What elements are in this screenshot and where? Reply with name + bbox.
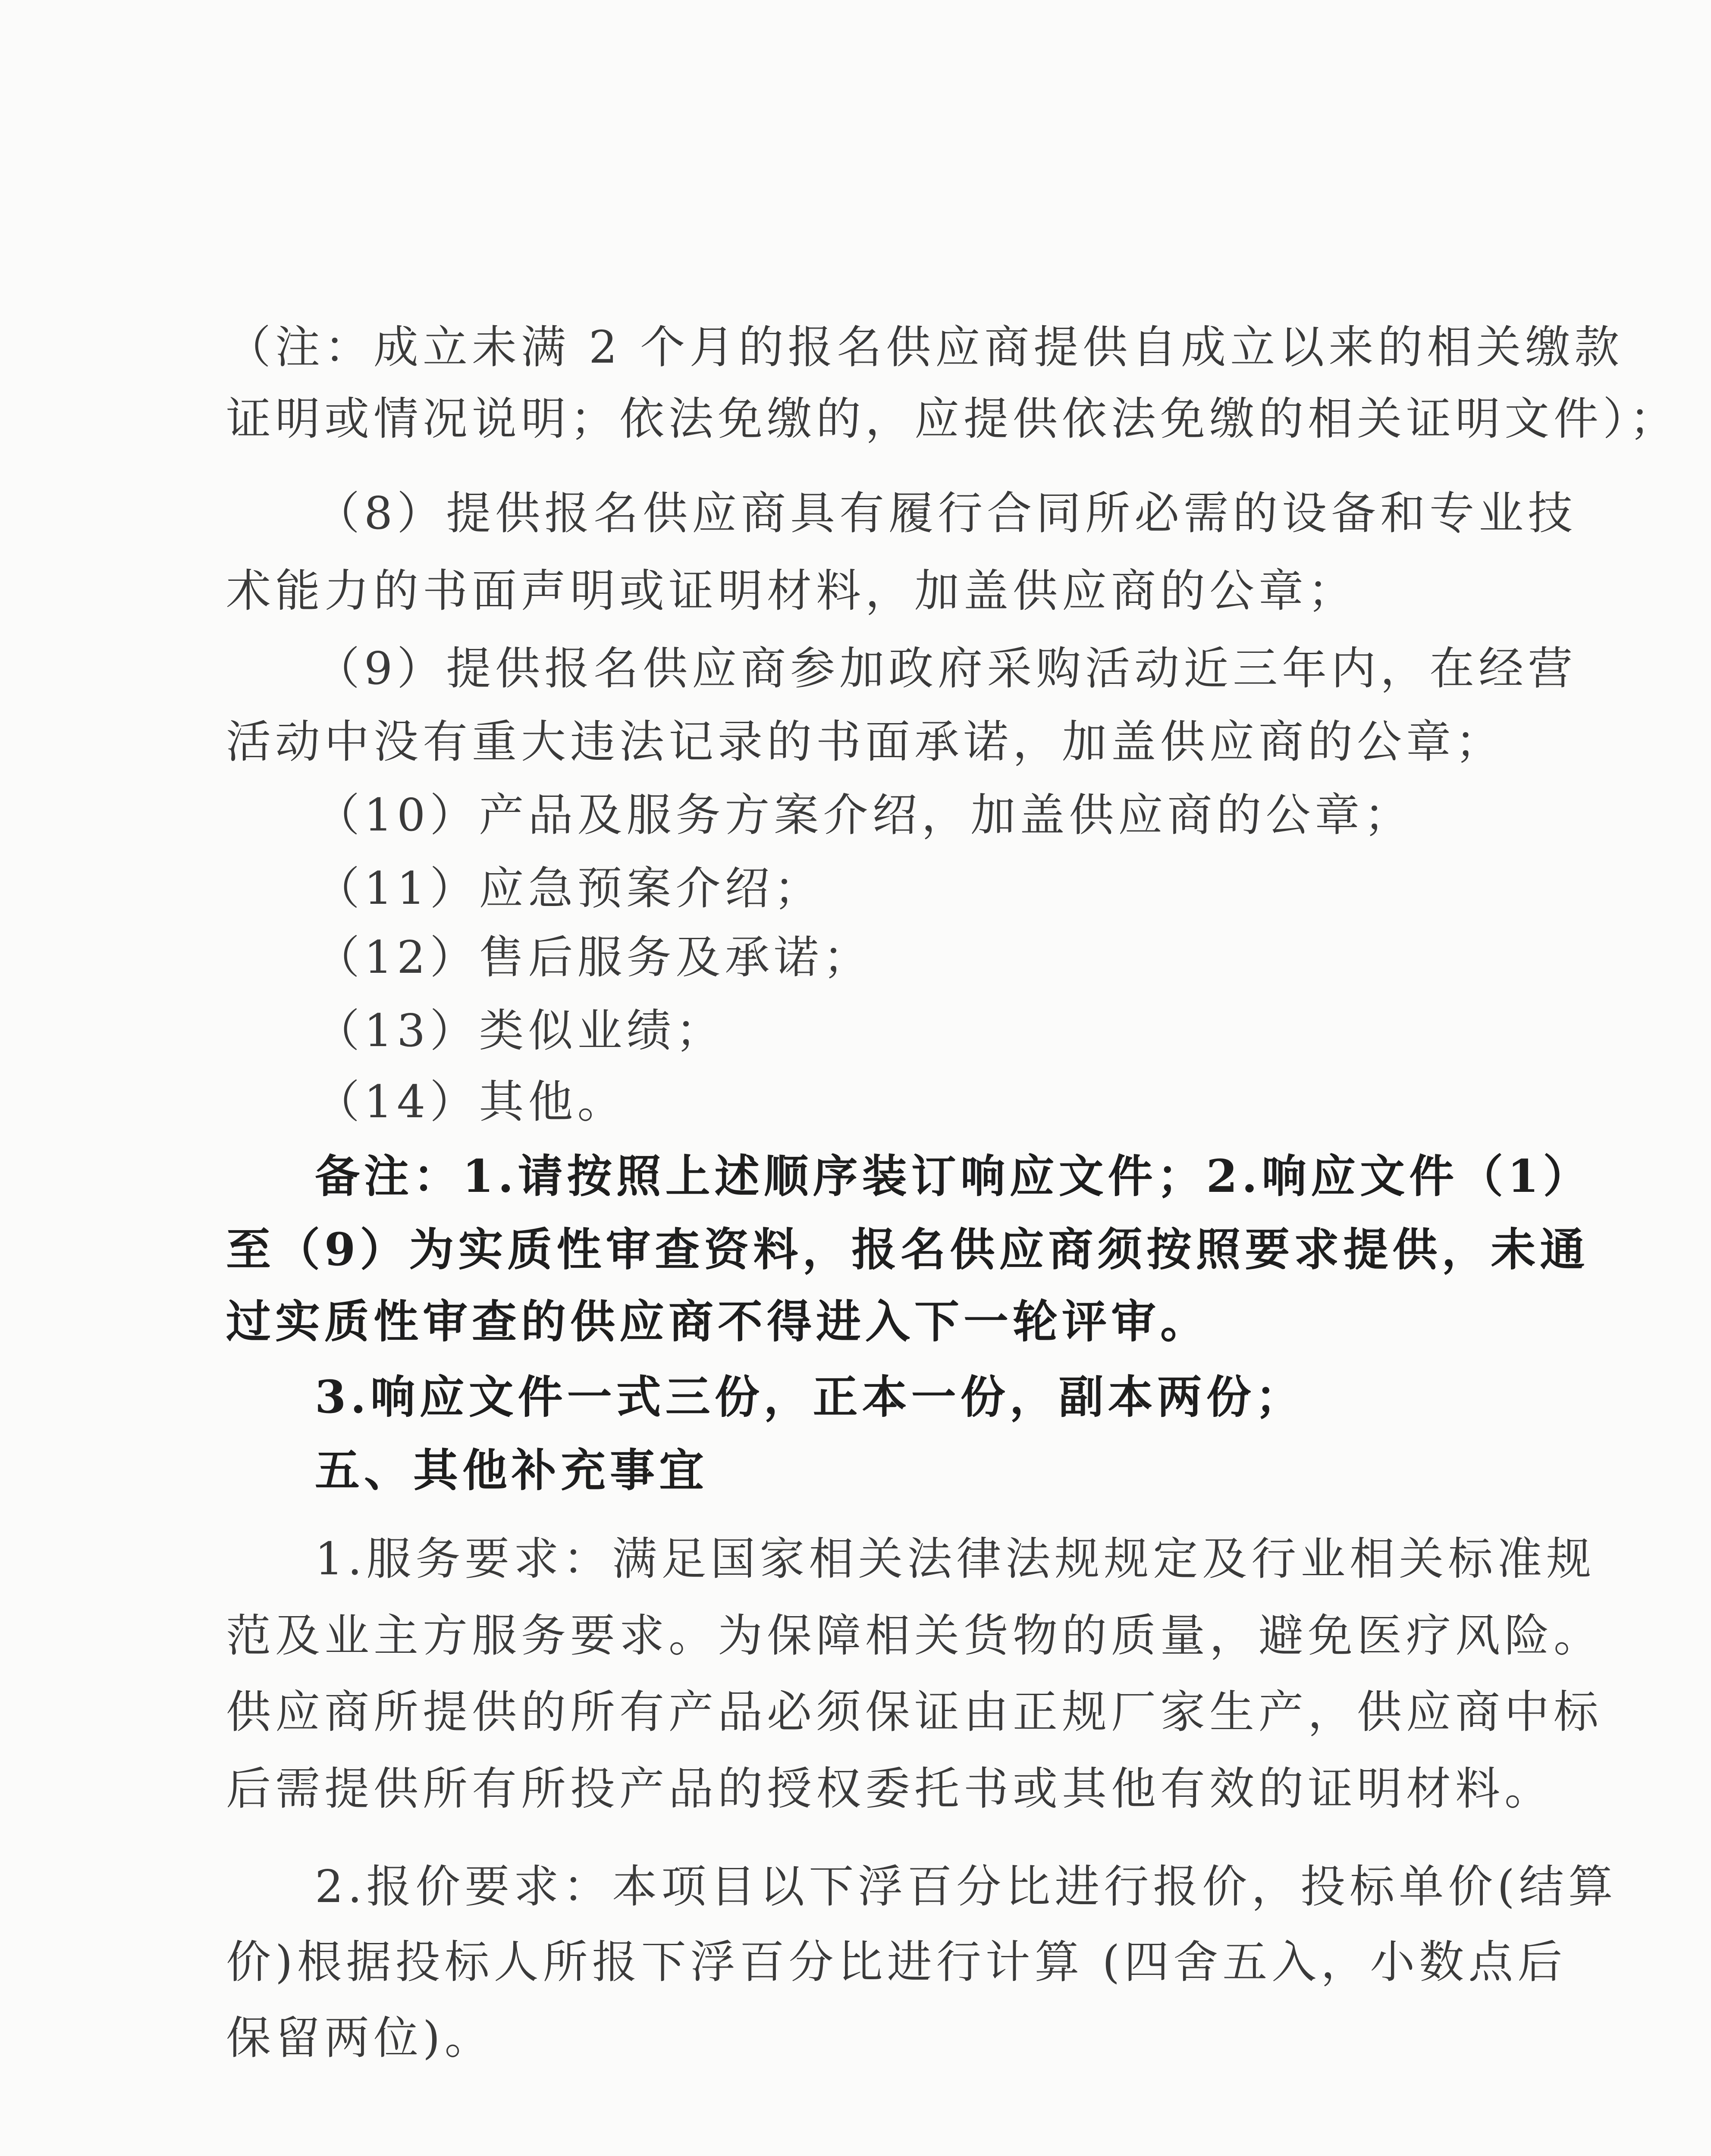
section-heading: 五、其他补充事宜 bbox=[315, 1444, 709, 1497]
text-line: 证明或情况说明；依法免缴的，应提供依法免缴的相关证明文件）； bbox=[226, 392, 1679, 445]
text-line: （13）类似业绩； bbox=[315, 1004, 725, 1057]
text-line: （注：成立未满 2 个月的报名供应商提供自成立以来的相关缴款 bbox=[226, 321, 1624, 373]
text-line: 供应商所提供的所有产品必须保证由正规厂家生产，供应商中标 bbox=[226, 1686, 1603, 1738]
text-line: （10）产品及服务方案介绍，加盖供应商的公章； bbox=[315, 789, 1413, 841]
text-line: （12）售后服务及承诺； bbox=[315, 931, 873, 984]
text-line: 价)根据投标人所报下浮百分比进行计算 (四舍五入，小数点后 bbox=[226, 1936, 1567, 1988]
text-line: 2.报价要求：本项目以下浮百分比进行报价，投标单价(结算 bbox=[315, 1860, 1617, 1913]
text-line: 活动中没有重大违法记录的书面承诺，加盖供应商的公章； bbox=[226, 715, 1505, 768]
text-line: 后需提供所有所投产品的授权委托书或其他有效的证明材料。 bbox=[226, 1762, 1554, 1815]
text-line: （8）提供报名供应商具有履行合同所必需的设备和专业技 bbox=[315, 487, 1577, 539]
text-line-bold: 过实质性审查的供应商不得进入下一轮评审。 bbox=[226, 1295, 1210, 1348]
text-line: 1.服务要求：满足国家相关法律法规规定及行业相关标准规 bbox=[315, 1532, 1596, 1585]
text-line: （11）应急预案介绍； bbox=[315, 862, 823, 915]
text-line-bold: 备注：1.请按照上述顺序装订响应文件；2.响应文件（1） bbox=[315, 1150, 1592, 1203]
text-line: 保留两位)。 bbox=[226, 2012, 494, 2064]
text-line: （14）其他。 bbox=[315, 1075, 627, 1128]
text-line: （9）提供报名供应商参加政府采购活动近三年内，在经营 bbox=[315, 642, 1577, 695]
text-line: 范及业主方服务要求。为保障相关货物的质量，避免医疗风险。 bbox=[226, 1609, 1603, 1662]
text-line: 术能力的书面声明或证明材料，加盖供应商的公章； bbox=[226, 564, 1357, 617]
text-line-bold: 3.响应文件一式三份，正本一份，副本两份； bbox=[315, 1370, 1305, 1423]
text-line-bold: 至（9）为实质性审查资料，报名供应商须按照要求提供，未通 bbox=[226, 1223, 1589, 1276]
